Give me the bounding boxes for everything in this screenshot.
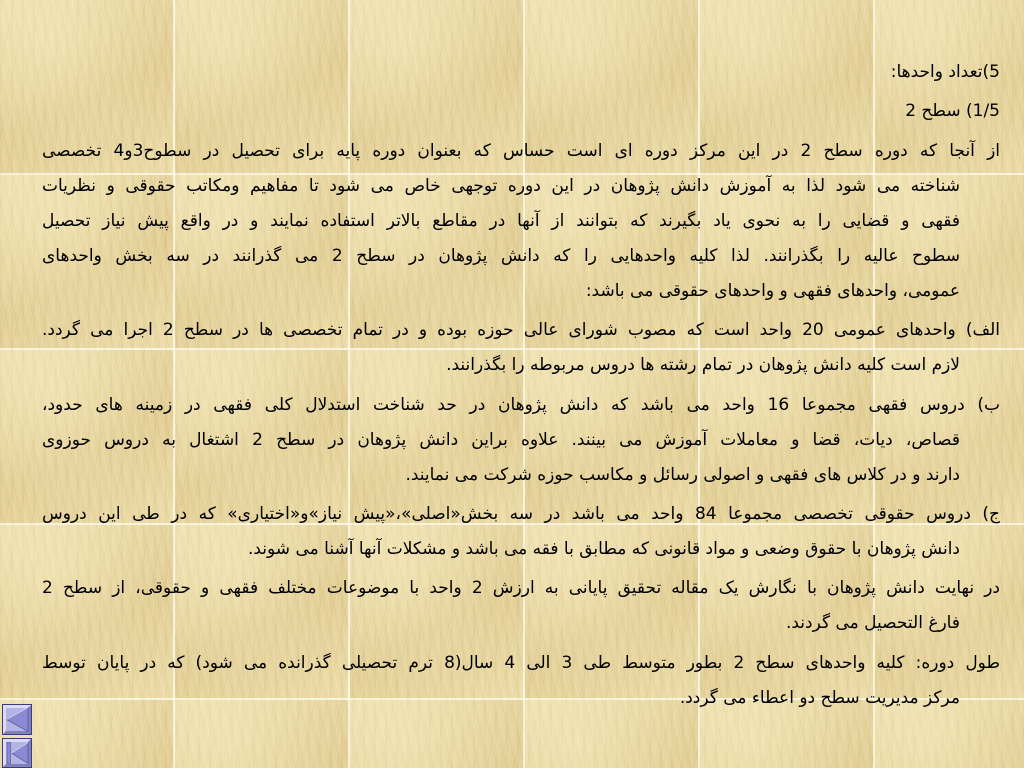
paragraph-fiqh-units [42,388,1000,493]
paragraph-line: فارغ التحصیل می گردند. [785,613,960,634]
paragraph-intro [42,134,1000,309]
paragraph-line: ج) دروس حقوقی تخصصی مجموعا 84 واحد می باشد در سه بخش«اصلی»،«پیش نیاز»و«اختیاری» که در طی این دروس [42,503,1000,524]
paragraph-line: لازم است کلیه دانش پژوهان در تمام رشته ها دروس مربوطه را بگذرانند. [446,355,960,376]
paragraph-general-units [42,313,1000,383]
paragraph-line: طول دوره: کلیه واحدهای سطح 2 بطور متوسط طی 3 الی 4 سال(8 ترم تحصیلی گذرانده می شود) که در پایان توسط [42,652,1000,673]
paragraph-line: دارند و در کلاس های فقهی و اصولی رسائل و مکاسب حوزه شرکت می نمایند. [405,464,960,485]
paragraph-line: عمومی، واحدهای فقهی و واحدهای حقوقی می باشد: [585,280,960,301]
slide-body [42,55,1000,716]
paragraph-line: سطوح عالیه را بگذرانند. لذا کلیه واحدهایی را که دانش پژوهان در سطح 2 می گذرانند در سه بخش واحدهای [42,245,960,266]
paragraph-line: الف) واحدهای عمومی 20 واحد است که مصوب شورای عالی حوزه بوده و در تمام تخصصی ها در سطح 2 اجرا می گردد. [42,320,1000,341]
paragraph-line: دانش پژوهان با حقوق وضعی و مواد قانونی که مطابق با فقه می باشد و مشکلات آنها آشنا می شوند. [247,538,960,559]
paragraph-course-duration [42,646,1000,716]
first-slide-icon [2,738,32,768]
paragraph-line: قصاص، دیات، قضا و معاملات آموزش می بینند. علاوه براین دانش پژوهان در سطح 2 اشتغال به دروس حوزوی [42,429,960,450]
paragraph-law-units [42,497,1000,567]
section-heading: 5)تعداد واحدها: [890,62,1000,82]
paragraph-line: ب) دروس فقهی مجموعا 16 واحد می باشد که دانش پژوهان در حد شناخت استدلال کلی فقهی در زمینه های حدود، [42,394,1000,415]
paragraph-line: مرکز مدیریت سطح دو اعطاء می گردد. [679,687,960,708]
paragraph-line: از آنجا که دوره سطح 2 در این مرکز دوره ای است حساس که بعنوان دوره پایه برای تحصیل در سطوح3و4 تخصصی [42,140,1000,161]
paragraph-line: در نهایت دانش پژوهان با نگارش یک مقاله تحقیق پایانی به ارزش 2 واحد با موضوعات مختلف فقهی و حقوقی، از سطح 2 [42,578,1000,599]
paragraph-line: شناخته می شود لذا به آموزش دانش پژوهان در این دوره توجهی خاص می شود تا مفاهیم ومکاتب حقوقی و نظریات [42,175,960,196]
paragraph-line: فقهی و قضایی را به نحوی یاد بگیرند که بتوانند از آنها در مقاطع بالاتر استفاده نمایند و در واقع پیش نیاز تحصیل [42,210,960,231]
subsection-heading: 1/5) سطح 2 [905,101,1000,122]
previous-slide-button[interactable] [2,704,32,735]
first-slide-button[interactable] [2,738,32,768]
back-triangle-icon [2,704,32,735]
paragraph-final-thesis [42,571,1000,641]
